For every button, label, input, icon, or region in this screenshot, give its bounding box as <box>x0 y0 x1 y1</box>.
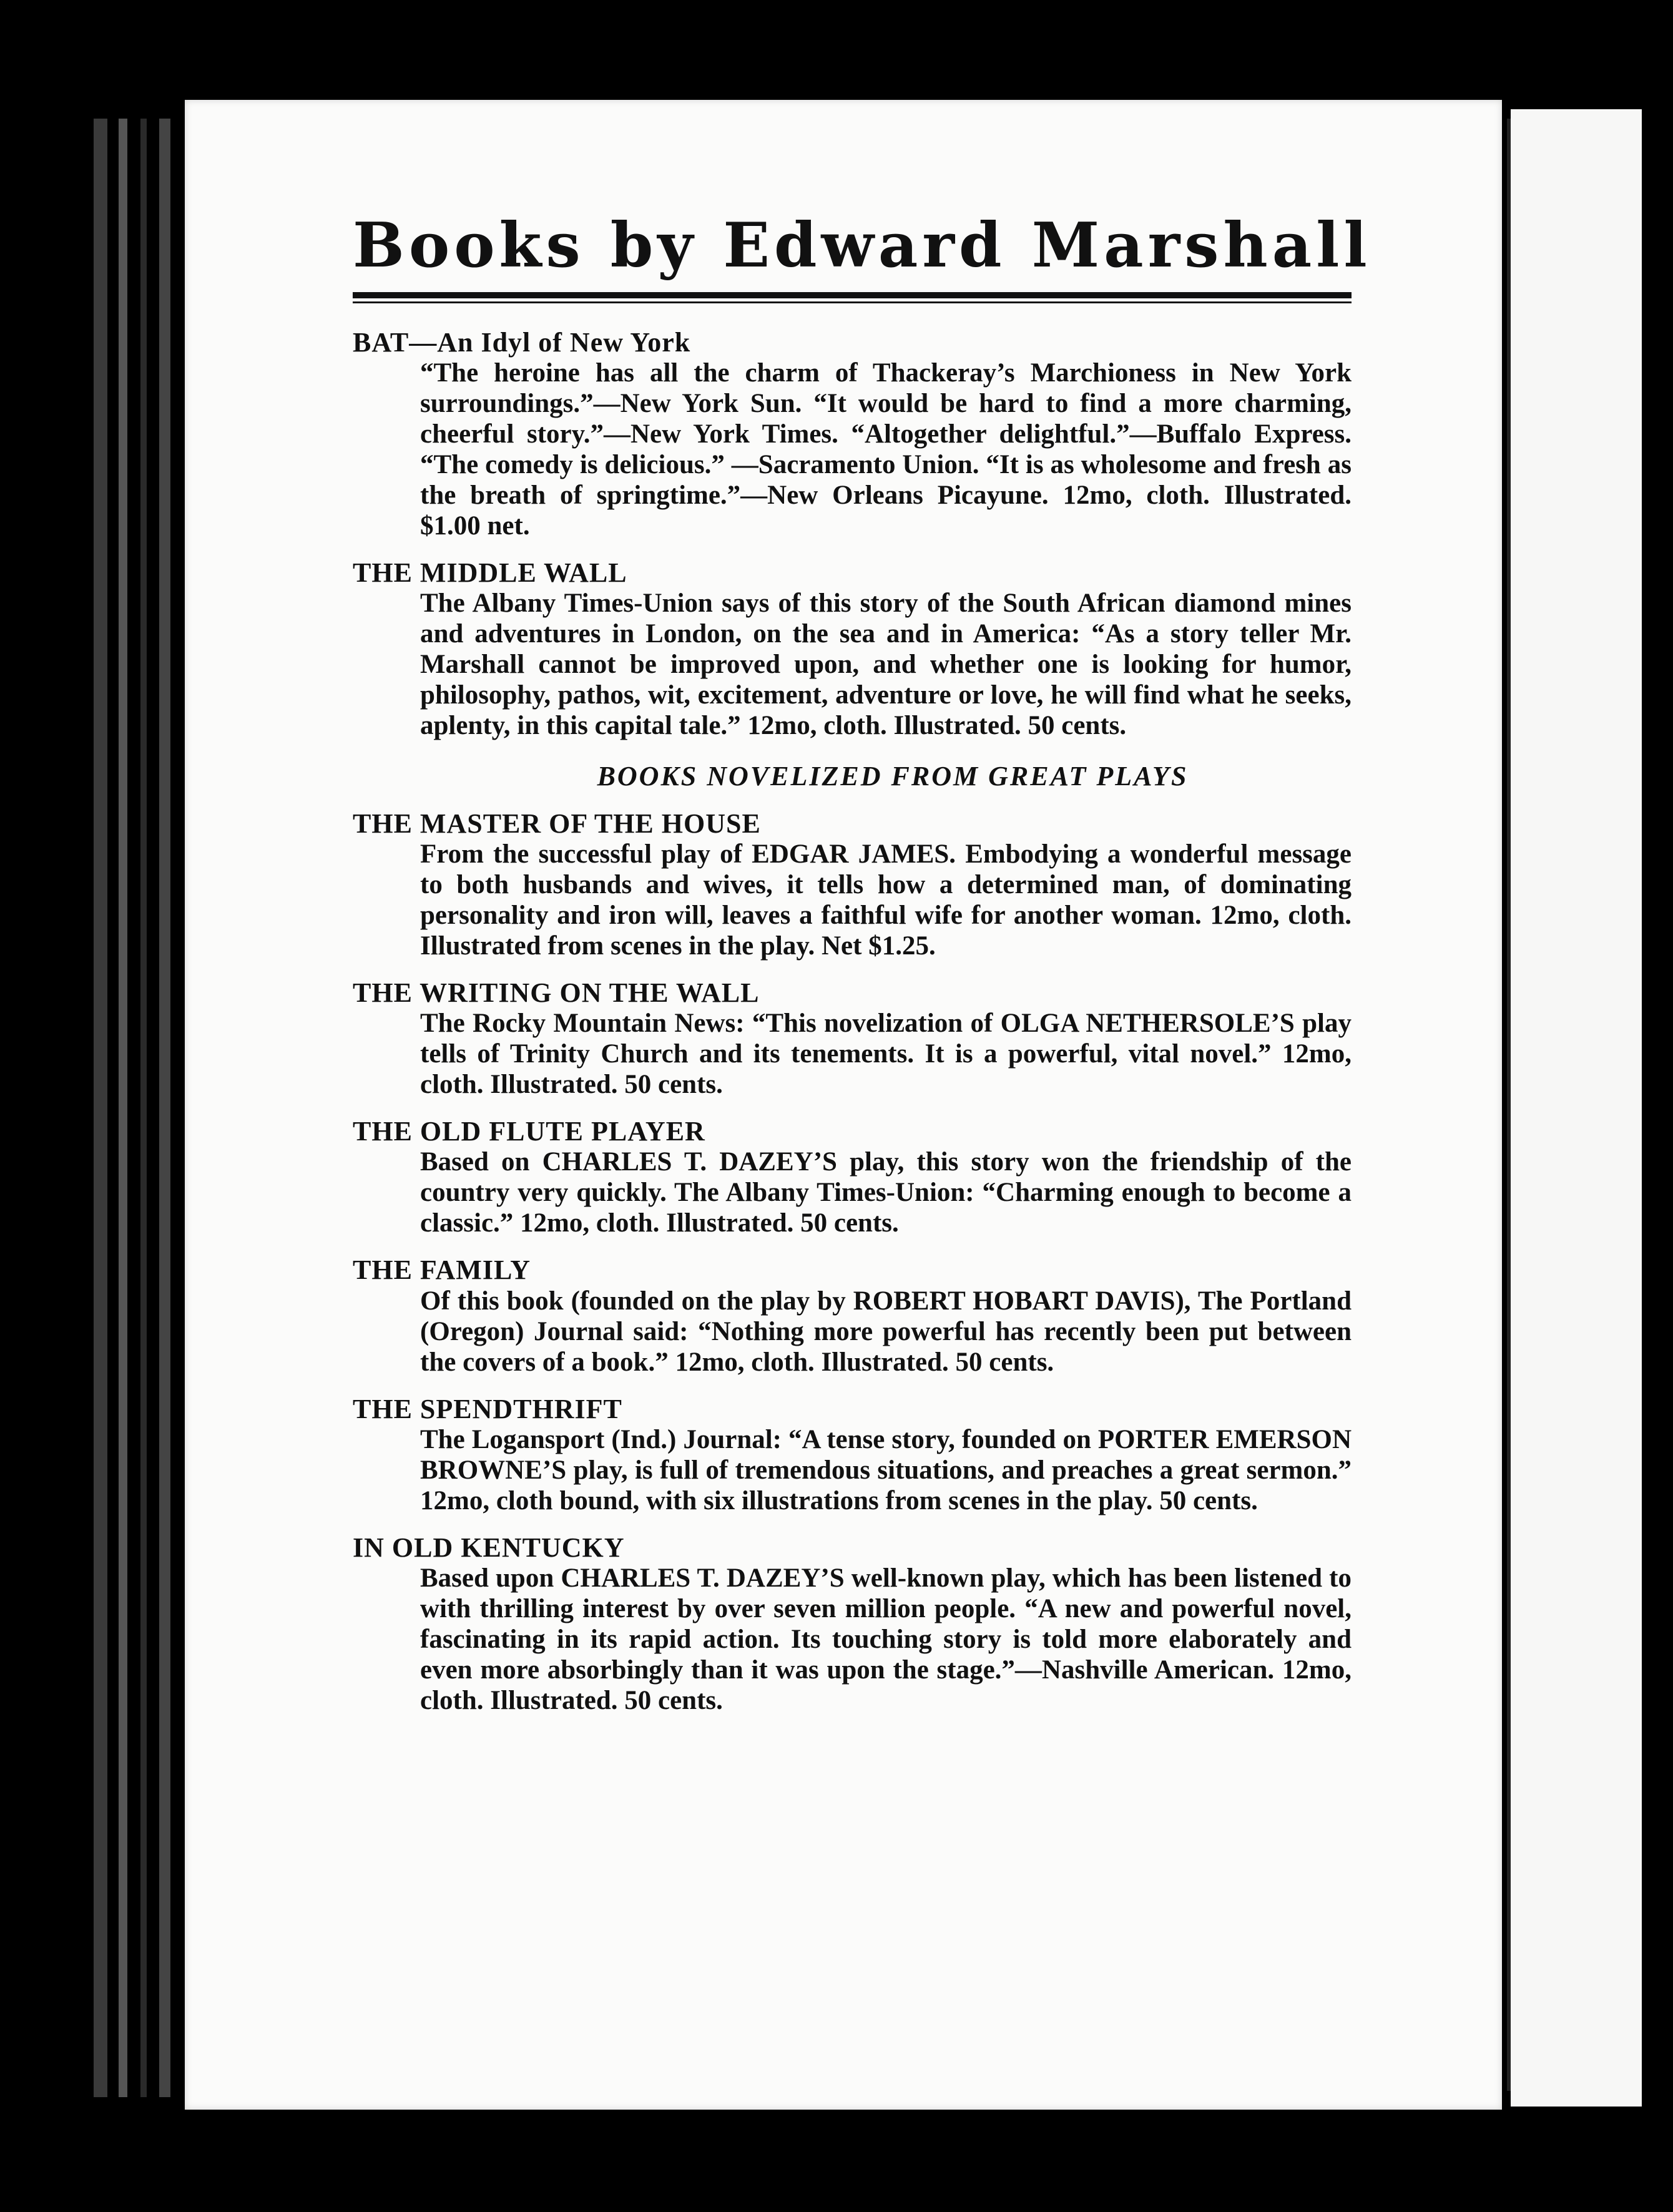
book-edge-strip <box>159 119 170 2097</box>
book-entry <box>353 977 1352 1100</box>
book-description: Based on CHARLES T. DAZEY’S play, this story won the friendship of the country very quickly. The Albany Times-Union: “Charming enough to become a classic.” 12mo, cloth. Illustrated. 50 cents. <box>420 1147 1352 1238</box>
book-edge-strip <box>140 119 147 2097</box>
book-description: The Rocky Mountain News: “This novelization of OLGA NETHERSOLE’S play tells of Trinity Church and its tenements. It is a powerful, vital novel.” 12mo, cloth. Illustrated. 50 cents. <box>420 1009 1352 1100</box>
book-edge-strip <box>94 119 107 2097</box>
book-list <box>353 327 1352 1716</box>
book-title: THE SPENDTHRIFT <box>353 1393 622 1424</box>
page-content <box>353 210 1371 1732</box>
book-description: From the successful play of EDGAR JAMES. Embodying a wonderful message to both husbands and wives, it tells how a determined man, of dominating personality and iron will, leaves a faithful wife for another woman. 12mo, cloth. Illustrated from scenes in the play. Net $1.25. <box>420 839 1352 961</box>
book-title: BAT—An Idyl of New York <box>353 326 691 358</box>
book-title: IN OLD KENTUCKY <box>353 1532 625 1564</box>
book-title: THE MASTER OF THE HOUSE <box>353 808 761 839</box>
book-entry <box>353 1116 1352 1238</box>
book-description: The Albany Times-Union says of this story of the South African diamond mines and adventures in London, on the sea and in America: “As a story teller Mr. Marshall cannot be improved upon, and whether one is looking for humor, philosophy, pathos, wit, excitement, adventure or love, he will find what he seeks, aplenty, in this capital tale.” 12mo, cloth. Illustrated. 50 cents. <box>420 589 1352 741</box>
page-title: Books by Edward Marshall <box>353 210 1371 281</box>
book-description: Of this book (founded on the play by ROBERT HOBART DAVIS), The Portland (Oregon) Journal said: “Nothing more powerful has recently been put between the covers of a book.” 12mo, cloth. Illustrated. 50 cents. <box>420 1286 1352 1377</box>
book-title: THE FAMILY <box>353 1255 531 1286</box>
section-heading: BOOKS NOVELIZED FROM GREAT PLAYS <box>597 760 1189 791</box>
book-entry <box>353 1532 1352 1716</box>
book-title: THE MIDDLE WALL <box>353 557 627 589</box>
book-description: “The heroine has all the charm of Thackeray’s Marchioness in New York surroundings.”—New York Sun. “It would be hard to find a more charming, cheerful story.”—New York Times. “Altogether delightful.”—Buffalo Express. “The comedy is delicious.” —Sacramento Union. “It is as wholesome and fresh as the breath of springtime.”—New Orleans Picayune. 12mo, cloth. Illustrated. $1.00 net. <box>420 358 1352 541</box>
book-entry <box>353 1394 1352 1516</box>
title-rule <box>353 292 1352 303</box>
book-description: The Logansport (Ind.) Journal: “A tense story, founded on PORTER EMERSON BROWNE’S play, is full of tremendous situations, and preaches a great sermon.” 12mo, cloth bound, with six illustrations from scenes in the play. 50 cents. <box>420 1425 1352 1516</box>
book-entry <box>353 1255 1352 1377</box>
book-edge-strip <box>119 119 127 2097</box>
facing-page <box>1511 109 1642 2107</box>
book-entry <box>353 808 1352 961</box>
book-description: Based upon CHARLES T. DAZEY’S well-known play, which has been listened to with thrilling interest by over seven million people. “A new and powerful novel, fascinating in its rapid action. Its touching story is told more elaborately and even more absorbingly than it was upon the stage.”—Nashville American. 12mo, cloth. Illustrated. 50 cents. <box>420 1564 1352 1716</box>
book-entry <box>353 327 1352 541</box>
book-title: THE OLD FLUTE PLAYER <box>353 1116 705 1147</box>
book-entry <box>353 557 1352 741</box>
book-title: THE WRITING ON THE WALL <box>353 977 760 1008</box>
